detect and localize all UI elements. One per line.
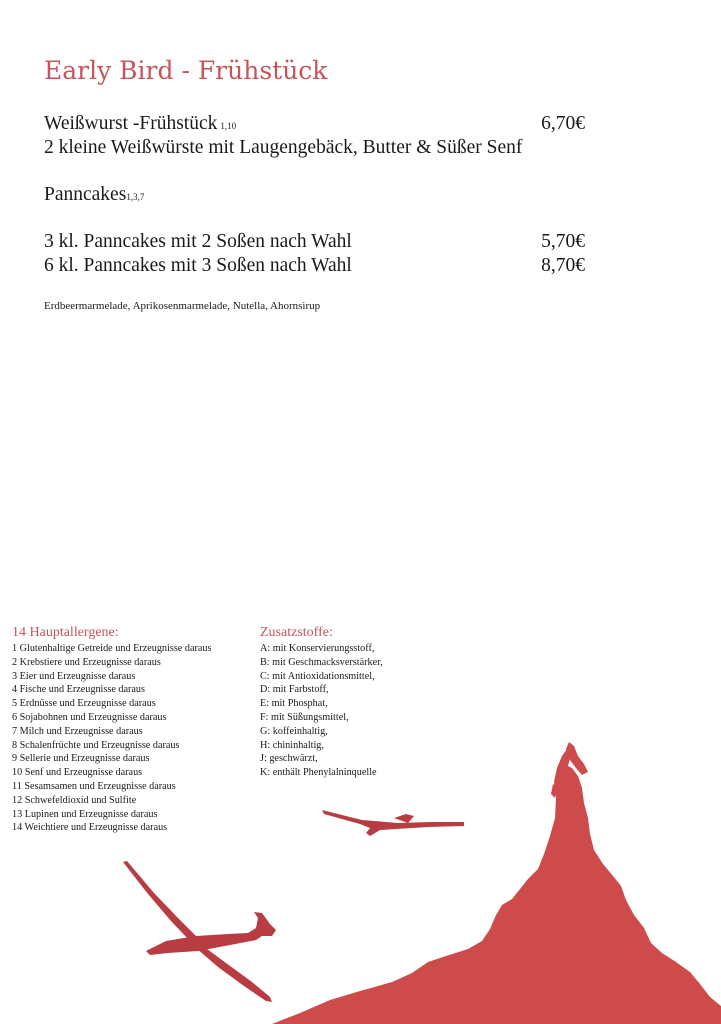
allergen-item: 12 Schwefeldioxid und Sulfite [12, 794, 137, 806]
allergen-item: 9 Sellerie und Erzeugnisse daraus [12, 753, 150, 765]
small-glider-icon [322, 810, 464, 836]
allergen-item: 10 Senf und Erzeugnisse daraus [12, 767, 143, 779]
weisswurst-description: 2 kleine Weißwürste mit Laugengebäck, Butter & Süßer Senf [44, 137, 523, 158]
additive-item: K: enthält Phenylalninquelle [260, 767, 377, 779]
allergen-item: 3 Eier und Erzeugnisse daraus [12, 670, 136, 682]
rock-monument-silhouette [272, 742, 721, 1024]
allergen-item: 14 Weichtiere und Erzeugnisse daraus [12, 822, 168, 834]
panncakes-toppings: Erdbeermarmelade, Aprikosenmarmelade, Nutella, Ahornsirup [44, 300, 321, 312]
weisswurst-name: Weißwurst -Frühstück [44, 113, 218, 134]
panncakes-item-price: 8,70€ [541, 255, 585, 276]
additive-item: F: mit Süßungsmittel, [260, 711, 349, 723]
additive-item: G: koffeinhaltig, [260, 725, 328, 737]
large-glider-icon [123, 861, 276, 1002]
additive-item: A: mit Konservierungsstoff, [260, 643, 375, 654]
additive-item: H: chininhaltig, [260, 739, 324, 751]
panncakes-heading: Panncakes [44, 184, 127, 205]
additives-heading: Zusatzstoffe: [260, 625, 333, 640]
allergen-item: 4 Fische und Erzeugnisse daraus [12, 684, 145, 696]
panncakes-allergens: 1,3,7 [126, 192, 145, 202]
allergens-heading: 14 Hauptallergene: [12, 625, 119, 640]
panncakes-item-label: 6 kl. Panncakes mit 3 Soßen nach Wahl [44, 255, 352, 276]
allergen-item: 5 Erdnüsse und Erzeugnisse daraus [12, 698, 156, 710]
weisswurst-allergens: 1,10 [220, 121, 237, 131]
additives-legend [260, 625, 383, 780]
panncakes-item-label: 3 kl. Panncakes mit 2 Soßen nach Wahl [44, 231, 352, 252]
panncakes-item-price: 5,70€ [541, 231, 585, 252]
additive-item: C: mit Antioxidationsmittel, [260, 670, 375, 682]
allergen-item: 7 Milch und Erzeugnisse daraus [12, 725, 143, 737]
allergen-item: 13 Lupinen und Erzeugnisse daraus [12, 808, 158, 820]
weisswurst-price: 6,70€ [541, 113, 585, 134]
menu-title: Early Bird - Frühstück [44, 56, 328, 85]
additive-item: E: mit Phosphat, [260, 698, 328, 710]
additive-item: J: geschwärzt, [260, 753, 318, 765]
allergens-legend [12, 625, 211, 835]
additive-item: B: mit Geschmacksverstärker, [260, 656, 383, 668]
allergen-item: 6 Sojabohnen und Erzeugnisse daraus [12, 711, 167, 723]
allergen-item: 11 Sesamsamen und Erzeugnisse daraus [12, 780, 176, 792]
allergen-item: 8 Schalenfrüchte und Erzeugnisse daraus [12, 739, 180, 751]
allergen-item: 2 Krebstiere und Erzeugnisse daraus [12, 656, 161, 668]
additive-item: D: mit Farbstoff, [260, 684, 329, 696]
allergen-item: 1 Glutenhaltige Getreide und Erzeugnisse daraus [12, 643, 212, 654]
